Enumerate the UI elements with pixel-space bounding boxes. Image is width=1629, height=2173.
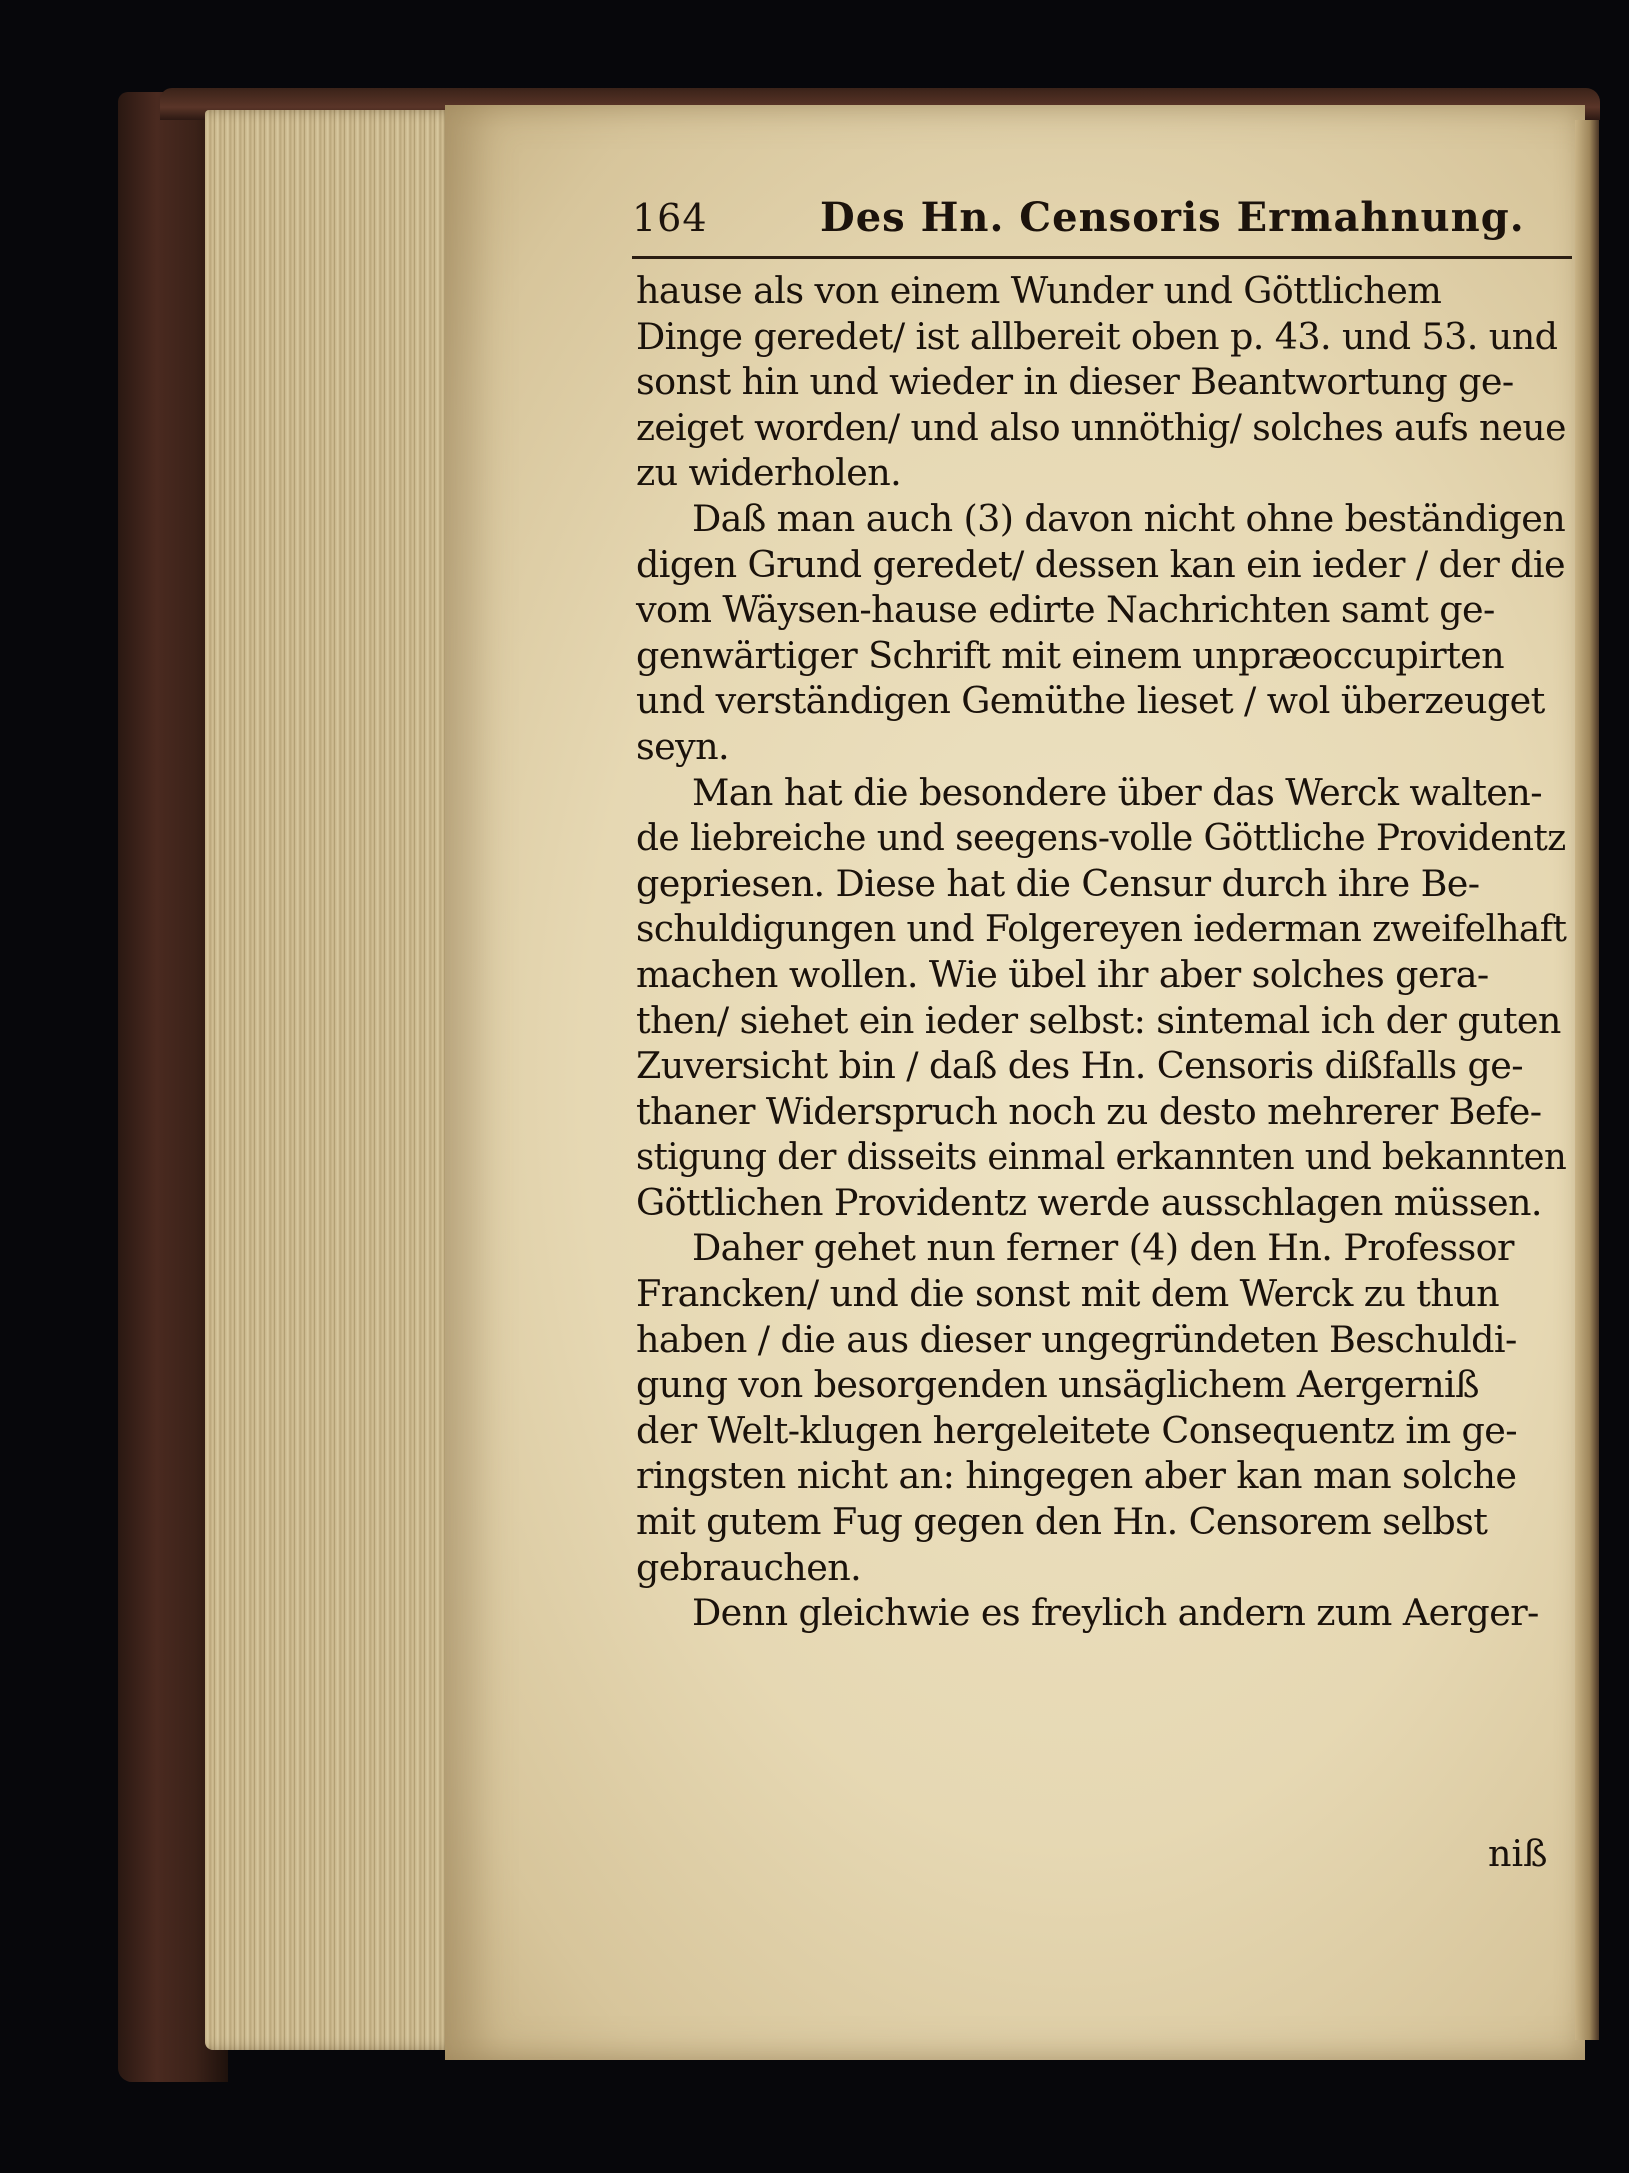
text-line: stigung der disseits einmal erkannten und bekannten — [636, 1135, 1567, 1179]
text-line: gepriesen. Diese hat die Censur durch ihre Be- — [636, 861, 1480, 905]
catchword: niß — [1488, 1832, 1548, 1875]
text-line: gebrauchen. — [636, 1545, 862, 1589]
page-block-edges — [205, 110, 465, 2050]
paragraph-start-line: Man hat die besondere über das Werck walten- — [692, 770, 1542, 814]
paragraph-start-line: Daher gehet nun ferner (4) den Hn. Professor — [692, 1226, 1514, 1270]
text-line: Göttlichen Providentz werde ausschlagen müssen. — [636, 1180, 1542, 1224]
page-header — [632, 190, 1568, 250]
text-line: hause als von einem Wunder und Göttlichem — [636, 269, 1442, 312]
page-number: 164 — [632, 196, 708, 240]
paragraph-start-line: Daß man auch (3) davon nicht ohne beständigen — [692, 496, 1566, 540]
text-line: Dinge geredet/ ist allbereit oben p. 43. und 53. und — [636, 314, 1558, 358]
text-line: zu widerholen. — [636, 451, 902, 495]
text-line: und verständigen Gemüthe lieset / wol überzeuget — [636, 679, 1545, 723]
text-line: de liebreiche und seegens-volle Göttliche Providentz — [636, 816, 1566, 860]
text-line: thaner Widerspruch noch zu desto mehrerer Befe- — [636, 1089, 1542, 1133]
paragraph-start-line: Denn gleichwie es freylich andern zum Aerger- — [692, 1591, 1539, 1635]
text-line: haben / die aus dieser ungegründeten Beschuldi- — [636, 1317, 1517, 1361]
text-line: ringsten nicht an: hingegen aber kan man solche — [636, 1454, 1517, 1498]
page-gutter-edge — [1575, 120, 1599, 2040]
text-line: Zuversicht bin / daß des Hn. Censoris dißfalls ge- — [636, 1044, 1524, 1088]
text-line: zeiget worden/ und also unnöthig/ solches aufs neue — [636, 405, 1566, 449]
text-line: gung von besorgenden unsäglichem Aergerniß — [636, 1363, 1479, 1407]
text-line: sonst hin und wieder in dieser Beantwortung ge- — [636, 360, 1514, 404]
text-line: mit gutem Fug gegen den Hn. Censorem selbst — [636, 1500, 1488, 1544]
text-line: schuldigungen und Folgereyen iederman zweifelhaft — [636, 907, 1567, 951]
text-line: then/ siehet ein ieder selbst: sintemal ich der guten — [636, 998, 1561, 1042]
text-line: Francken/ und die sonst mit dem Werck zu thun — [636, 1272, 1500, 1316]
body-text — [636, 268, 1566, 1636]
text-line: vom Wäysen-hause edirte Nachrichten samt ge- — [636, 588, 1495, 632]
text-line: der Welt-klugen hergeleitete Consequentz im ge- — [636, 1408, 1518, 1452]
text-line: seyn. — [636, 724, 730, 768]
text-line: genwärtiger Schrift mit einem unpræoccupirten — [636, 633, 1505, 677]
running-title: Des Hn. Censoris Ermahnung. — [820, 194, 1525, 241]
text-line: machen wollen. Wie übel ihr aber solches gera- — [636, 952, 1489, 996]
header-rule — [632, 256, 1572, 259]
text-line: digen Grund geredet/ dessen kan ein ieder / der die — [636, 542, 1566, 586]
